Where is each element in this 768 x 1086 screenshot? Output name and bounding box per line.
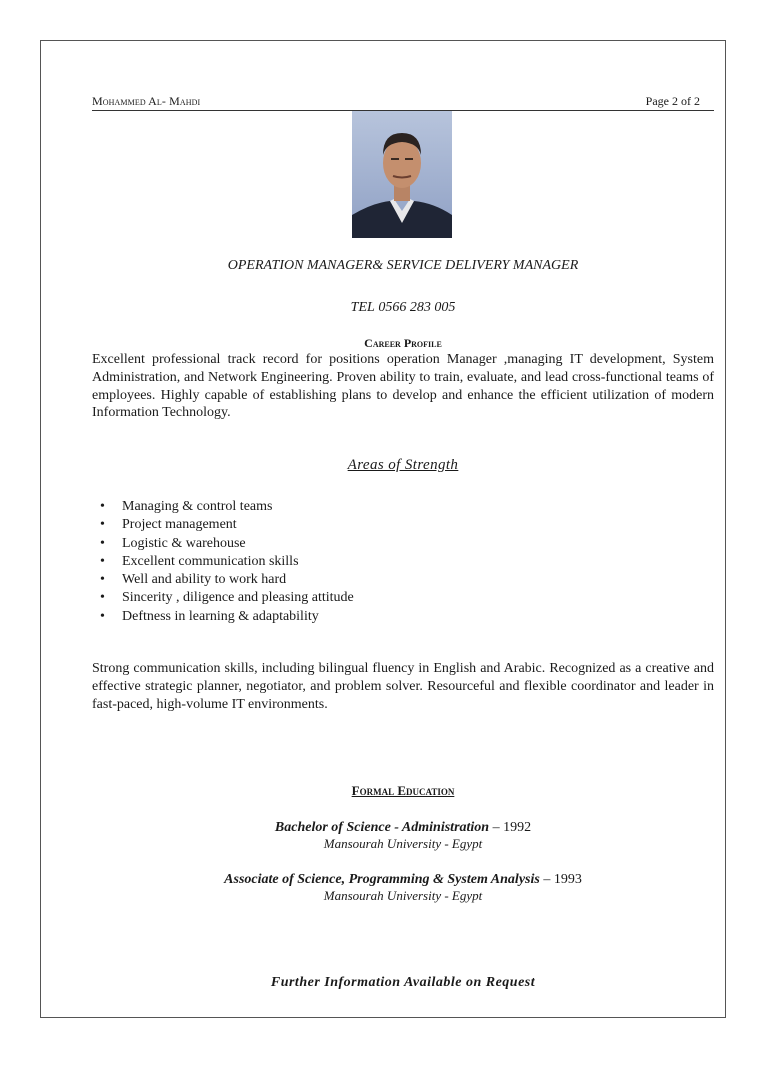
list-item: • Sincerity , diligence and pleasing attitude (92, 589, 692, 607)
profile-photo (352, 111, 452, 238)
list-item: • Project management (92, 516, 692, 534)
telephone-number: 0566 283 005 (378, 300, 456, 315)
list-item: • Excellent communication skills (92, 553, 692, 571)
degree-2-school: Mansourah University - Egypt (323, 888, 483, 903)
page-number: Page 2 of 2 (645, 94, 700, 108)
footer-note: Further Information Available on Request (270, 975, 536, 990)
education-heading: Formal Education (351, 783, 455, 798)
list-item: • Well and ability to work hard (92, 571, 692, 589)
list-item: • Managing & control teams (92, 498, 692, 516)
page-header (92, 92, 714, 111)
telephone: TEL 0566 283 005 (350, 300, 456, 315)
list-item: • Deftness in learning & adaptability (92, 608, 692, 626)
degree-1-school: Mansourah University - Egypt (323, 836, 483, 851)
header-name: Mohammed Al- Mahdi (92, 94, 201, 108)
career-profile-text: Excellent professional track record for positions operation Manager ,managing IT development, System Administration, and Network Engineering. Proven ability to train, evaluate, and lead cross-functional teams of employees. Highly capable of establishing plans to develop and enhance the efficient utilization of modern Information Technology. (92, 352, 714, 421)
degree-1: Bachelor of Science - Administration – 1992 (274, 820, 532, 835)
job-title: OPERATION MANAGER& SERVICE DELIVERY MANAGER (227, 258, 579, 273)
strengths-heading: Areas of Strength (347, 457, 459, 473)
summary-text: Strong communication skills, including bilingual fluency in English and Arabic. Recognized as a creative and effective strategic planner, negotiator, and problem solver. Resourceful and flexible coordinator and leader in fast-paced, high-volume IT environments. (92, 661, 714, 712)
degree-2: Associate of Science, Programming & System Analysis – 1993 (224, 872, 582, 887)
list-item: • Logistic & warehouse (92, 535, 692, 553)
strengths-list (92, 498, 692, 626)
career-profile-heading: Career Profile (364, 336, 442, 350)
